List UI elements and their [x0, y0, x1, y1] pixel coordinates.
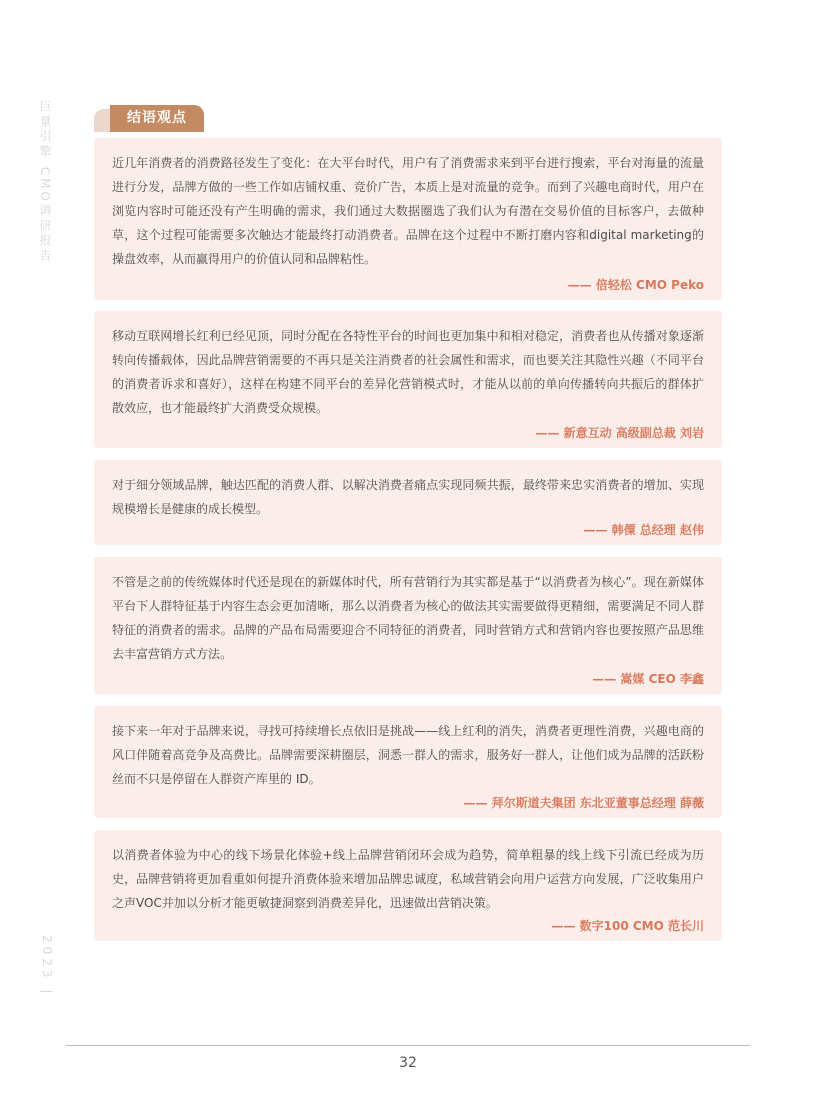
quote-text: 接下来一年对于品牌来说，寻找可持续增长点依旧是挑战——线上红利的消失，消费者更理性消费，兴趣电商的风口伴随着高竞争及高费比。品牌需要深耕圈层，洞悉一群人的需求，服务好一群人，让他们成为品牌的活跃粉丝而不只是停留在人群资产库里的 ID。 [112, 724, 704, 786]
report-side-label: 巨量引擎 CMO调研报告 [38, 100, 52, 264]
quote-attribution: —— 数字100 CMO 范长川 [551, 919, 704, 933]
quote-attribution: —— 拜尔斯道夫集团 东北亚董事总经理 薛薇 [463, 796, 704, 810]
section-header [94, 105, 204, 132]
quote-text: 以消费者体验为中心的线下场景化体验+线上品牌营销闭环会成为趋势，简单粗暴的线上线下引流已经成为历史，品牌营销将更加看重如何提升消费体验来增加品牌忠诚度，私域营销会向用户运营方向发展，广泛收集用户之声VOC并加以分析才能更敏捷洞察到消费差异化，迅速做出营销决策。 [112, 848, 704, 910]
quote-card [94, 706, 722, 818]
quote-card [94, 830, 722, 941]
footer-divider [66, 1045, 750, 1046]
quote-text: 不管是之前的传统媒体时代还是现在的新媒体时代，所有营销行为其实都是基于“以消费者为核心”。现在新媒体平台下人群特征基于内容生态会更加清晰，那么以消费者为核心的做法其实需要做得更精细，需要满足不同人群特征的消费者的需求。品牌的产品布局需要迎合不同特征的消费者，同时营销方式和营销内容也要按照产品思维去丰富营销方式方法。 [112, 575, 704, 661]
quote-card [94, 557, 722, 694]
quote-text: 对于细分领域品牌，触达匹配的消费人群、以解决消费者痛点实现同频共振，最终带来忠实消费者的增加、实现规模增长是健康的成长模型。 [112, 478, 704, 516]
section-title: 结语观点 [110, 105, 204, 132]
quote-attribution: —— 倍轻松 CMO Peko [567, 278, 704, 292]
quote-text: 近几年消费者的消费路径发生了变化：在大平台时代，用户有了消费需求来到平台进行搜索，平台对海量的流量进行分发，品牌方做的一些工作如店铺权重、竞价广告，本质上是对流量的竞争。而到了兴趣电商时代，用户在浏览内容时可能还没有产生明确的需求，我们通过大数据圈选了我们认为有潜在交易价值的目标客户，去做种草，这个过程可能需要多次触达才能最终打动消费者。品牌在这个过程中不断打磨内容和digital marketing的操盘效率，从而赢得用户的价值认同和品牌粘性。 [112, 156, 704, 266]
page-number: 32 [399, 1055, 417, 1071]
quote-attribution: —— 嵩媒 CEO 李鑫 [592, 672, 704, 686]
quote-attribution: —— 新意互动 高级副总裁 刘岩 [535, 426, 704, 440]
quote-card [94, 311, 722, 448]
quote-text: 移动互联网增长红利已经见顶，同时分配在各特性平台的时间也更加集中和相对稳定，消费者也从传播对象逐渐转向传播载体，因此品牌营销需要的不再只是关注消费者的社会属性和需求，而也要关注其隐性兴趣（不同平台的消费者诉求和喜好），这样在构建不同平台的差异化营销模式时，才能从以前的单向传播转向共振后的群体扩散效应，也才能最终扩大消费受众规模。 [112, 329, 704, 415]
report-side-year: 2023 | [40, 935, 54, 998]
quote-card [94, 138, 722, 300]
quote-attribution: —— 韩僳 总经理 赵伟 [583, 523, 704, 537]
quote-card [94, 460, 722, 545]
